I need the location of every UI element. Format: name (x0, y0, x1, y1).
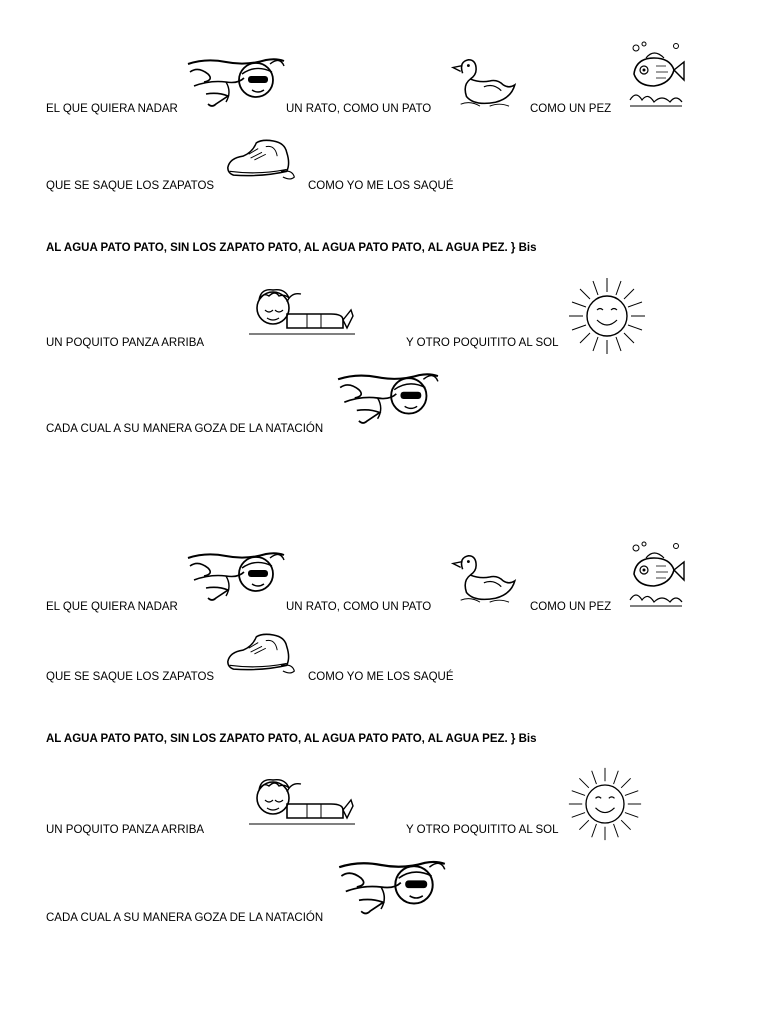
lyric-line2-part2: COMO YO ME LOS SAQUÉ (308, 671, 454, 683)
sun-icon (566, 276, 648, 356)
lyric-line3-part2: Y OTRO POQUITITO AL SOL (406, 824, 559, 836)
chorus-line: AL AGUA PATO PATO, SIN LOS ZAPATO PATO, AL AGUA PATO PATO, AL AGUA PEZ. } Bis (46, 242, 537, 254)
lyric-line4: CADA CUAL A SU MANERA GOZA DE LA NATACIÓN (46, 912, 324, 924)
shoe-icon (224, 134, 300, 184)
duck-icon (440, 548, 520, 606)
swimmer-icon (184, 52, 288, 112)
swimmer-icon (336, 854, 448, 920)
duck-icon (440, 52, 520, 110)
sun-icon (564, 766, 646, 842)
lyric-line1-part3: COMO UN PEZ (530, 103, 612, 115)
fish-icon (624, 40, 688, 110)
lyric-line1-part1: EL QUE QUIERA NADAR (46, 601, 178, 613)
lyric-line1-part2: UN RATO, COMO UN PATO (286, 103, 432, 115)
swimmer-icon (336, 366, 440, 430)
lyric-line3-part1: UN POQUITO PANZA ARRIBA (46, 337, 205, 349)
boy-lying-icon (246, 280, 358, 340)
lyric-line1-part1: EL QUE QUIERA NADAR (46, 103, 178, 115)
lyric-line3-part1: UN POQUITO PANZA ARRIBA (46, 824, 205, 836)
swimmer-icon (184, 546, 288, 606)
fish-icon (624, 540, 688, 610)
chorus-line: AL AGUA PATO PATO, SIN LOS ZAPATO PATO, AL AGUA PATO PATO, AL AGUA PEZ. } Bis (46, 733, 537, 745)
lyric-line1-part2: UN RATO, COMO UN PATO (286, 601, 432, 613)
lyric-line3-part2: Y OTRO POQUITITO AL SOL (406, 337, 559, 349)
boy-lying-icon (246, 770, 358, 830)
lyric-line2-part2: COMO YO ME LOS SAQUÉ (308, 180, 454, 192)
lyric-line2-part1: QUE SE SAQUE LOS ZAPATOS (46, 671, 215, 683)
lyric-line1-part3: COMO UN PEZ (530, 601, 612, 613)
shoe-icon (224, 628, 300, 678)
lyric-line4: CADA CUAL A SU MANERA GOZA DE LA NATACIÓN (46, 423, 324, 435)
lyric-line2-part1: QUE SE SAQUE LOS ZAPATOS (46, 180, 215, 192)
